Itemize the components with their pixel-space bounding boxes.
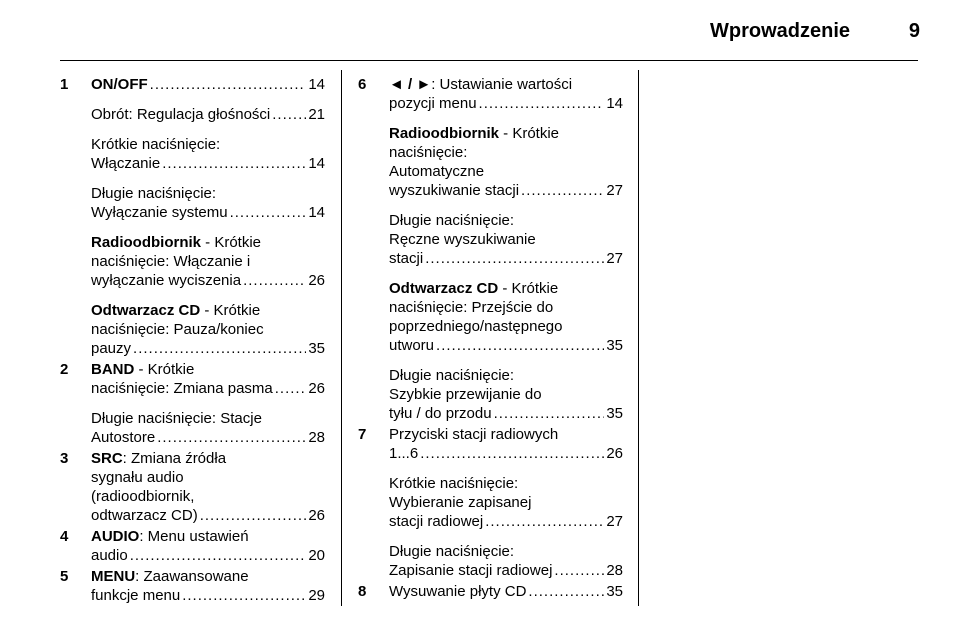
entry-text: tyłu / do przodu (389, 405, 492, 422)
index-subentry (389, 582, 623, 601)
entry-page-line (389, 582, 623, 601)
index-subentry (91, 567, 325, 605)
entry-text: naciśnięcie: Zmiana pasma (91, 380, 273, 397)
leader-dots (494, 404, 605, 423)
entry-page-line (91, 271, 325, 290)
entry-line: Długie naciśnięcie: (389, 543, 515, 560)
index-subentry (91, 301, 325, 358)
entry-text: : Menu ustawień (139, 528, 249, 545)
leader-dots (243, 271, 306, 290)
leader-dots (485, 512, 604, 531)
entry-line: Wybieranie zapisanej (389, 494, 532, 511)
entry-keyword: Odtwarzacz CD (91, 302, 201, 319)
index-subentry (389, 124, 623, 200)
entry-text: wyszukiwanie stacji (389, 182, 520, 199)
entry-page-line (91, 546, 325, 565)
page-reference: 14 (308, 204, 325, 221)
entry-text: funkcje menu (91, 587, 181, 604)
entry-keyword: ON/OFF (91, 76, 148, 93)
entry-line (91, 301, 325, 320)
index-subentry (389, 211, 623, 268)
index-subentry (91, 75, 325, 94)
entry-line (91, 527, 325, 546)
entry-line (91, 449, 325, 468)
entry-line: Ręczne wyszukiwanie (389, 231, 536, 248)
entry-text: - Krótkie (200, 302, 261, 319)
index-subentry (389, 366, 623, 423)
column-divider (341, 70, 342, 606)
index-subentry (389, 279, 623, 355)
entry-text: pozycji menu (389, 95, 477, 112)
entry-text: Zapisanie stacji radiowej (389, 562, 553, 579)
entry-text: wyłączanie wyciszenia (91, 272, 242, 289)
entry-text: : Zaawansowane (135, 568, 249, 585)
page-reference: 35 (606, 337, 623, 354)
page-reference: 35 (606, 405, 623, 422)
entry-text: - Krótkie (499, 125, 560, 142)
leader-dots (162, 154, 306, 173)
leader-dots (479, 94, 605, 113)
index-entry (60, 527, 325, 565)
page-reference: 14 (308, 155, 325, 172)
entry-text: Wyłączanie systemu (91, 204, 228, 221)
index-entry (358, 582, 623, 601)
entry-page-line (389, 512, 623, 531)
entry-page-line (91, 586, 325, 605)
entry-text: : Zmiana źródła (122, 450, 227, 467)
entry-number: 6 (358, 76, 367, 93)
entry-page-line (91, 75, 325, 94)
entry-line (389, 75, 623, 94)
entry-text: - Krótkie (201, 234, 262, 251)
index-subentry (91, 527, 325, 565)
entry-line: (radioodbiornik, (91, 488, 195, 505)
page-reference: 26 (308, 507, 325, 524)
page-reference: 28 (606, 562, 623, 579)
leader-dots (130, 546, 307, 565)
index-subentry (91, 360, 325, 398)
entry-page-line (389, 336, 623, 355)
entry-line: poprzedniego/następnego (389, 318, 563, 335)
entry-keyword: Radioodbiornik (91, 234, 201, 251)
entry-keyword: Odtwarzacz CD (389, 280, 499, 297)
index-entry (60, 75, 325, 358)
page-reference: 35 (308, 340, 325, 357)
entry-line (389, 124, 623, 143)
page-reference: 27 (606, 250, 623, 267)
entry-line: Krótkie naciśnięcie: (389, 475, 519, 492)
leader-dots (157, 428, 306, 447)
leader-dots (275, 379, 307, 398)
index-column-1 (60, 75, 325, 607)
page-reference: 27 (606, 182, 623, 199)
entry-page-line (91, 154, 325, 173)
entry-page-line (389, 444, 623, 463)
index-subentry (91, 233, 325, 290)
entry-number: 5 (60, 568, 69, 585)
entry-text: : Ustawianie wartości (431, 76, 573, 93)
leader-dots (150, 75, 307, 94)
leader-dots (554, 561, 604, 580)
index-subentry (91, 409, 325, 447)
page-reference: 26 (308, 272, 325, 289)
page-reference: 26 (606, 445, 623, 462)
index-subentry (389, 425, 623, 463)
entry-line: Szybkie przewijanie do (389, 386, 542, 403)
leader-dots (420, 444, 604, 463)
page-reference: 20 (308, 547, 325, 564)
page-title: Wprowadzenie (709, 20, 850, 42)
leader-dots (200, 506, 307, 525)
index-subentry (389, 542, 623, 580)
page-reference: 21 (308, 106, 325, 123)
entry-page-line (91, 203, 325, 222)
entry-number: 4 (60, 528, 69, 545)
entry-line (389, 279, 623, 298)
entry-number: 3 (60, 450, 69, 467)
entry-text: - Krótkie (134, 361, 195, 378)
entry-keyword: MENU (91, 568, 136, 585)
leader-dots (272, 105, 306, 124)
entry-line: naciśnięcie: Przejście do (389, 299, 554, 316)
entry-text: audio (91, 547, 128, 564)
entry-text: utworu (389, 337, 435, 354)
entry-text: stacji (389, 250, 424, 267)
entry-line (91, 360, 325, 379)
entry-page-line (389, 561, 623, 580)
index-subentry (389, 75, 623, 113)
index-entry (60, 567, 325, 605)
entry-text: 1...6 (389, 445, 419, 462)
page-reference: 26 (308, 380, 325, 397)
page-reference: 28 (308, 429, 325, 446)
entry-number: 7 (358, 426, 367, 443)
page-reference: 14 (606, 95, 623, 112)
index-subentry (91, 105, 325, 124)
page-reference: 35 (606, 583, 623, 600)
entry-page-line (91, 339, 325, 358)
entry-line: naciśnięcie: (389, 144, 468, 161)
index-entry (358, 75, 623, 423)
column-divider (638, 70, 639, 606)
entry-text: Autostore (91, 429, 156, 446)
entry-text: stacji radiowej (389, 513, 484, 530)
page-reference: 14 (308, 76, 325, 93)
entry-keyword: SRC (91, 450, 123, 467)
entry-text: Wysuwanie płyty CD (389, 583, 527, 600)
entry-page-line (91, 428, 325, 447)
entry-page-line (389, 404, 623, 423)
entry-keyword: BAND (91, 361, 135, 378)
entry-line: Długie naciśnięcie: Stacje (91, 410, 262, 427)
entry-page-line (389, 94, 623, 113)
page-reference: 27 (606, 513, 623, 530)
entry-keyword: ◄ / ► (389, 76, 432, 93)
index-subentry (91, 184, 325, 222)
header-rule (60, 60, 918, 61)
entry-line: sygnału audio (91, 469, 184, 486)
entry-line (91, 567, 325, 586)
index-column-2 (358, 75, 623, 603)
entry-line: Przyciski stacji radiowych (389, 426, 559, 443)
index-subentry (91, 135, 325, 173)
entry-keyword: AUDIO (91, 528, 140, 545)
entry-page-line (91, 506, 325, 525)
index-subentry (389, 474, 623, 531)
entry-text: Obrót: Regulacja głośności (91, 106, 271, 123)
page-number: 9 (908, 20, 920, 42)
index-subentry (91, 449, 325, 525)
index-entry (60, 360, 325, 447)
leader-dots (182, 586, 306, 605)
leader-dots (528, 582, 604, 601)
entry-number: 2 (60, 361, 69, 378)
index-entry (358, 425, 623, 580)
entry-keyword: Radioodbiornik (389, 125, 499, 142)
entry-number: 1 (60, 76, 69, 93)
entry-line: naciśnięcie: Włączanie i (91, 253, 251, 270)
entry-text: pauzy (91, 340, 132, 357)
index-entry (60, 449, 325, 525)
entry-line: Krótkie naciśnięcie: (91, 136, 221, 153)
leader-dots (521, 181, 604, 200)
leader-dots (133, 339, 306, 358)
entry-line: naciśnięcie: Pauza/koniec (91, 321, 264, 338)
entry-text: - Krótkie (498, 280, 559, 297)
entry-line: Długie naciśnięcie: (389, 212, 515, 229)
entry-line: Automatyczne (389, 163, 485, 180)
entry-line: Długie naciśnięcie: (91, 185, 217, 202)
leader-dots (230, 203, 307, 222)
leader-dots (436, 336, 604, 355)
entry-page-line (91, 379, 325, 398)
entry-text: odtwarzacz CD) (91, 507, 198, 524)
entry-text: Włączanie (91, 155, 161, 172)
entry-line: Długie naciśnięcie: (389, 367, 515, 384)
entry-line (91, 233, 325, 252)
entry-page-line (91, 105, 325, 124)
entry-page-line (389, 181, 623, 200)
leader-dots (425, 249, 604, 268)
page-reference: 29 (308, 587, 325, 604)
entry-number: 8 (358, 583, 367, 600)
entry-page-line (389, 249, 623, 268)
